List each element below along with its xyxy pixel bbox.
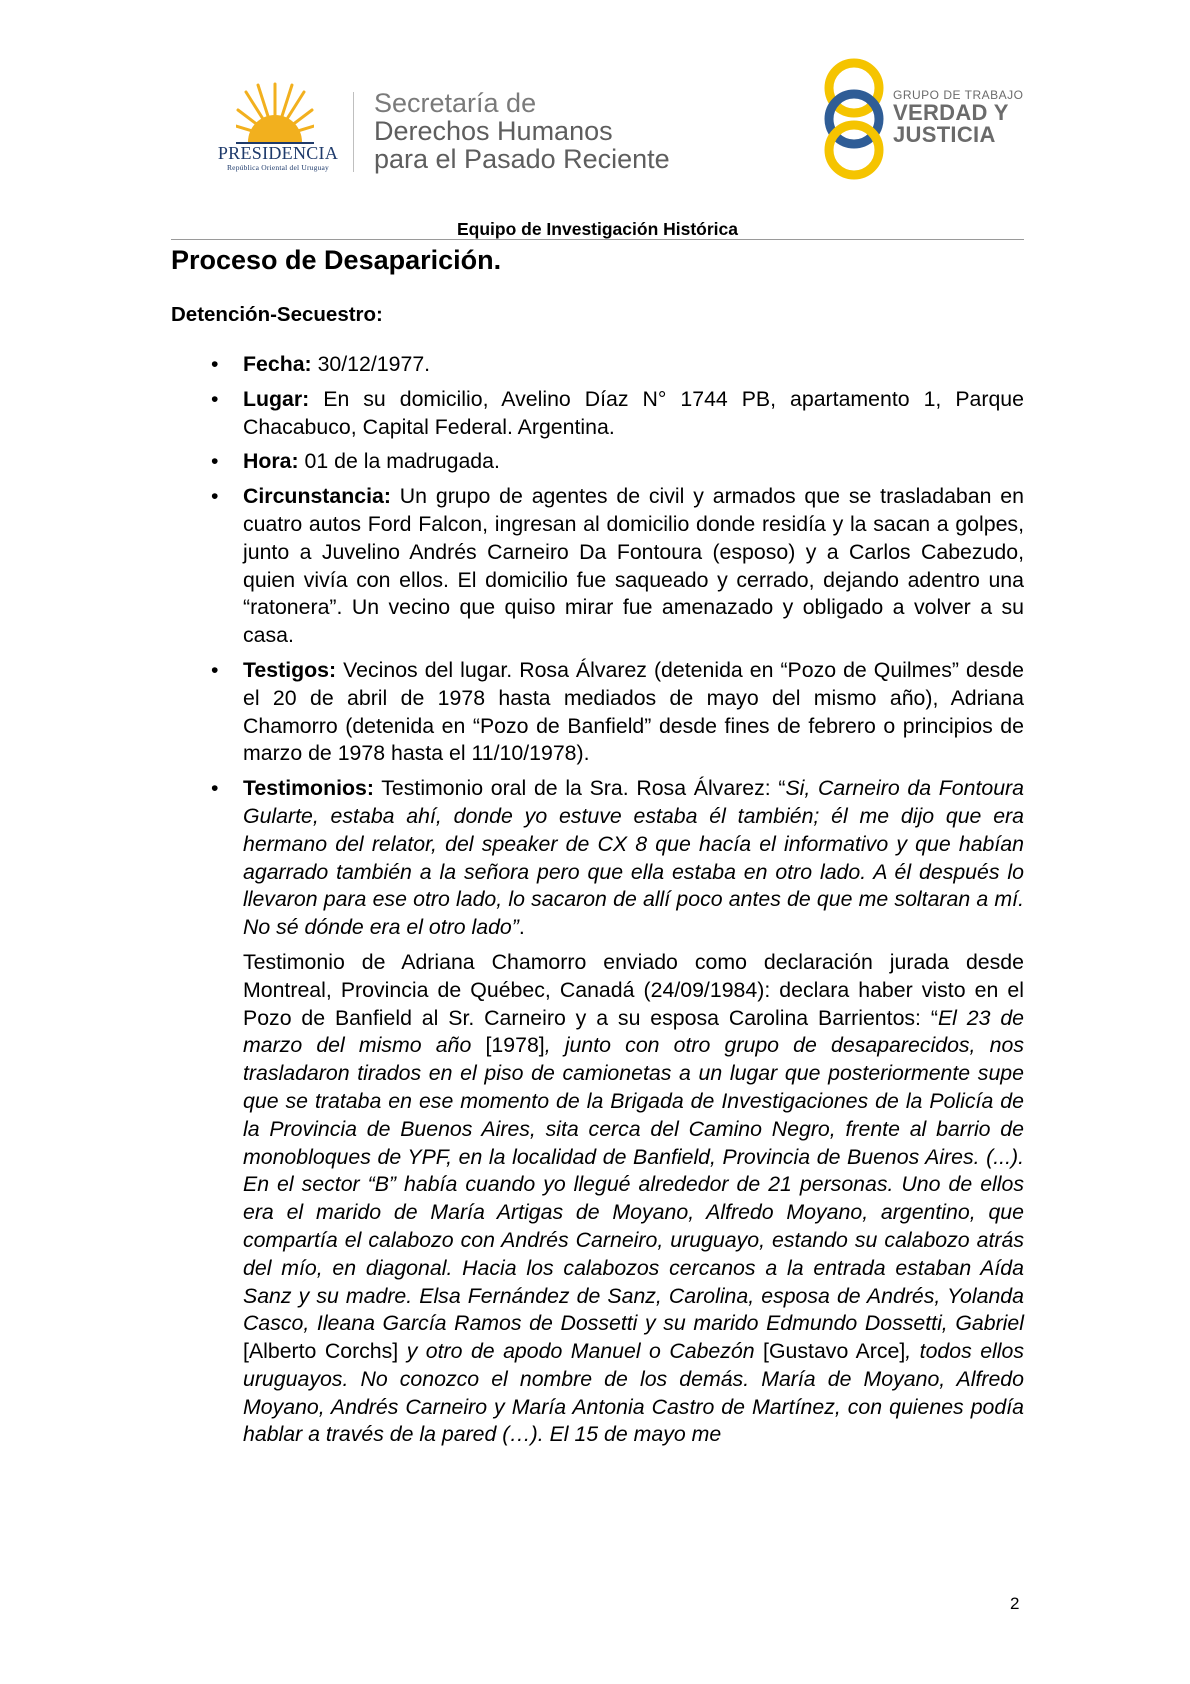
chamorro-quote-4: , todos ellos uruguayos. No conozco el nombre de los demás. María de Moyano, Alfredo Moyano, Andrés Carneiro y María Antonia Castro de Martínez, con quienes podía hablar a través de la pared (…). El 15 de mayo me <box>243 1339 1025 1447</box>
secretaria-line1: Secretaría de <box>374 88 537 118</box>
section-subtitle: Detención-Secuestro: <box>171 303 383 326</box>
item-label: Circunstancia: <box>243 484 391 509</box>
testimonio-intro: Testimonio oral de la Sra. Rosa Álvarez: “ <box>373 776 786 801</box>
bullet-icon: • <box>211 776 219 801</box>
chamorro-note-3: [Gustavo Arce] <box>754 1339 906 1364</box>
item-text: Vecinos del lugar. Rosa Álvarez (detenida en “Pozo de Quilmes” desde el 20 de abril de 1978 hasta mediados de mayo del mismo año), Adriana Chamorro (detenida en “Pozo de Banfield” desde fines de febrero o principios de marzo de 1978 hasta el 11/10/1978). <box>243 657 1024 766</box>
page-title: Proceso de Desaparición. <box>171 245 502 275</box>
bullet-icon: • <box>211 449 219 474</box>
detail-list <box>171 351 1024 942</box>
justicia-label: JUSTICIA <box>893 122 996 147</box>
verdad-justicia-label <box>893 102 1009 146</box>
list-item-hora <box>171 448 1024 476</box>
chamorro-quote-3: y otro de apodo Manuel o Cabezón <box>406 1339 755 1364</box>
bullet-icon: • <box>211 484 219 509</box>
item-text: Un grupo de agentes de civil y armados que se trasladaban en cuatro autos Ford Falcon, ingresan al domicilio donde residía y la sacan a golpes, junto a Juvelino Andrés Carneiro Da Fontoura (esposo) y a Carlos Cabezudo, quien vivía con ellos. El domicilio fue saqueado y cerrado, dejando adentro una “ratonera”. Un vecino que quiso mirar fue amenazado y obligado a volver a su casa. <box>243 484 1024 648</box>
testimonio-quote: Si, Carneiro da Fontoura Gularte, estaba ahí, donde yo estuve estaba él también; él me dijo que era hermano del relator, del speaker de CX 8 que hacía el informativo y que habían agarrado también a la señora pero que ella estaba en otro lado. A él después lo llevaron para ese otro lado, lo sacaron de allí poco antes de que me soltaran a mí. No sé dónde era el otro lado” <box>243 776 1024 940</box>
equipo-heading: Equipo de Investigación Histórica <box>456 219 739 239</box>
item-label: Testimonios: <box>243 776 374 801</box>
verdad-justicia-rings-icon <box>818 56 890 182</box>
bullet-icon: • <box>211 657 219 682</box>
list-item-lugar <box>171 386 1024 442</box>
page-header <box>0 0 1190 215</box>
testimonio-end: . <box>518 915 525 940</box>
page-number: 2 <box>1010 1594 1020 1613</box>
list-item-testigos <box>171 657 1024 768</box>
secretaria-line2: Derechos Humanos <box>374 116 613 146</box>
chamorro-note-2: [Alberto Corchs] <box>243 1339 407 1364</box>
item-text: 01 de la madrugada. <box>298 449 500 474</box>
sun-of-may-icon <box>236 80 314 150</box>
verdad-label: VERDAD Y <box>893 100 1009 125</box>
secretaria-logo-text <box>374 89 670 173</box>
item-label: Lugar: <box>243 386 310 411</box>
item-label: Testigos: <box>243 657 337 682</box>
item-text: 30/12/1977. <box>311 352 431 376</box>
list-item-circunstancia <box>171 483 1024 650</box>
header-rule <box>171 239 1024 240</box>
item-text: En su domicilio, Avelino Díaz N° 1744 PB, apartamento 1, Parque Chacabuco, Capital Federal. Argentina. <box>243 386 1024 439</box>
chamorro-quote-2: , junto con otro grupo de desaparecidos, nos trasladaron tirados en el piso de camionetas a un lugar que posteriormente supe que se trataba en ese momento de la Brigada de Investigaciones de la Policía de la Provincia de Buenos Aires, sita cerca del Camino Negro, frente al barrio de monobloques de YPF, en la localidad de Banfield, Provincia de Buenos Aires. (...). En el sector “B” había cuando yo llegué alrededor de 21 personas. Uno de ellos era el marido de María Artigas de Moyano, Alfredo Moyano, argentino, que compartía el calabozo con Andrés Carneiro, uruguayo, estando su calabozo atrás del mío, en diagonal. Hacia los calabozos cercanos a la entrada estaban Aída Sanz y su madre. Elsa Fernández de Sanz, Carolina, esposa de Andrés, Yolanda Casco, Ileana García Ramos de Dossetti y su marido Edmundo Dossetti, Gabriel <box>243 1033 1024 1336</box>
chamorro-intro: Testimonio de Adriana Chamorro enviado como declaración jurada desde Montreal, Provincia de Québec, Canadá (24/09/1984): declara haber visto en el Pozo de Banfield al Sr. Carneiro y a su esposa Carolina Barrientos: “ <box>243 949 1024 1030</box>
header-divider <box>353 92 354 172</box>
grupo-trabajo-label: GRUPO DE TRABAJO <box>893 88 1024 102</box>
chamorro-quote-1: El 23 de marzo del mismo año <box>243 1005 1025 1058</box>
item-label: Fecha: <box>243 352 312 376</box>
secretaria-line3: para el Pasado Reciente <box>374 144 670 174</box>
presidencia-subtitle: República Oriental del Uruguay <box>226 163 329 172</box>
bullet-icon: • <box>211 386 219 411</box>
list-item-fecha <box>171 351 1024 379</box>
bullet-icon: • <box>211 352 219 376</box>
document-body <box>171 241 1024 1449</box>
presidencia-label: PRESIDENCIA <box>217 143 339 163</box>
testimonio-chamorro <box>243 949 1024 1449</box>
chamorro-note-1: [1978] <box>471 1033 545 1058</box>
list-item-testimonios <box>171 775 1024 942</box>
item-label: Hora: <box>243 449 299 474</box>
